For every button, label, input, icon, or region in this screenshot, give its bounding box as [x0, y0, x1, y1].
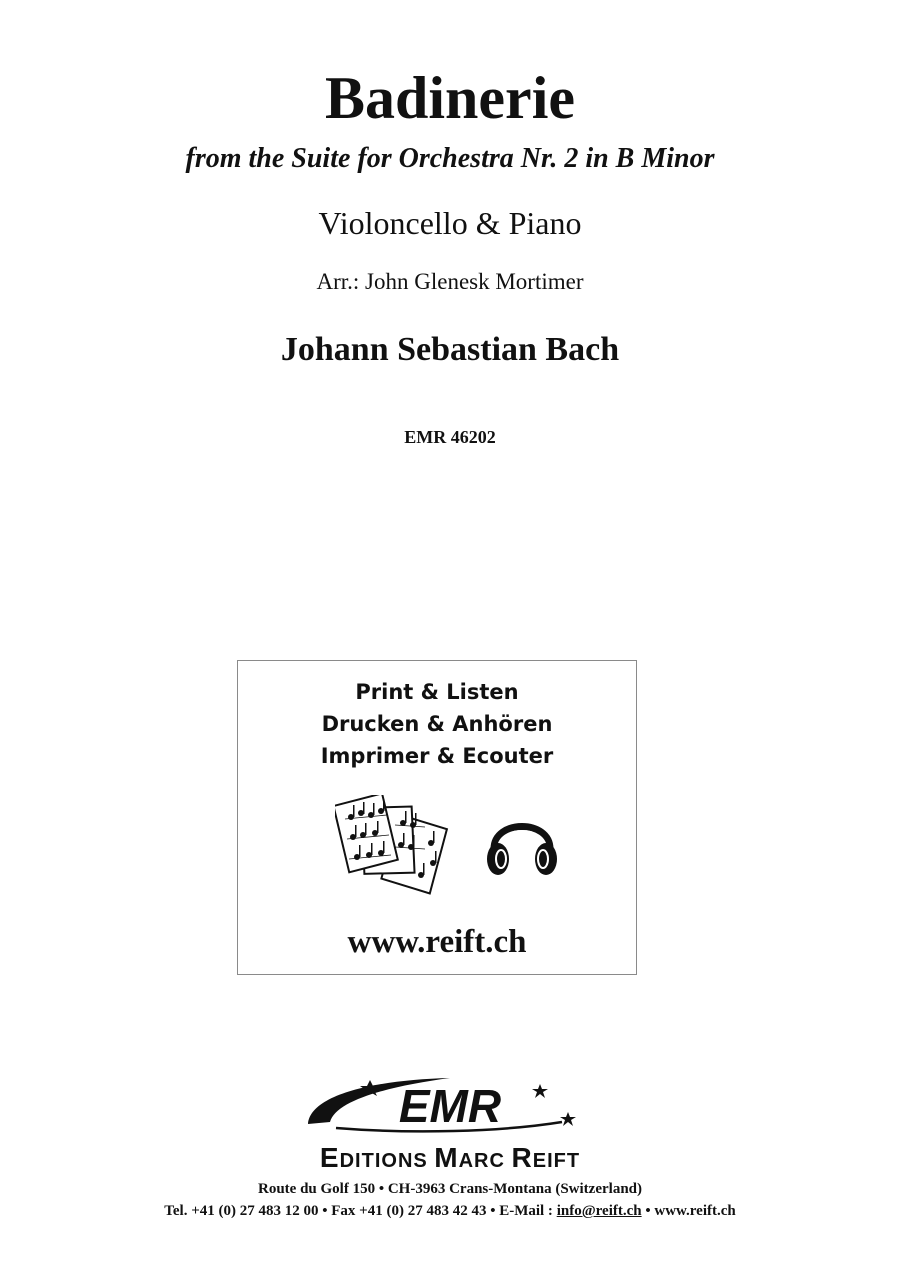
subtitle: from the Suite for Orchestra Nr. 2 in B Minor: [185, 143, 715, 174]
emr-logo: [300, 1072, 590, 1138]
publisher-name: [200, 1142, 700, 1172]
publisher-address: Route du Golf 150 • CH-3963 Crans-Montana (Switzerland): [258, 1181, 642, 1197]
emr-logo-text: EMR: [398, 1080, 502, 1132]
composer: Johann Sebastian Bach: [280, 331, 620, 368]
contact-prefix: Tel. +41 (0) 27 483 12 00 • Fax +41 (0) 27 483 42 43 • E-Mail :: [164, 1203, 557, 1219]
promo-url-link[interactable]: www.reift.ch: [347, 924, 527, 960]
email-link[interactable]: info@reift.ch: [556, 1203, 642, 1219]
publisher-contact: [0, 1202, 900, 1220]
arranger: Arr.: John Glenesk Mortimer: [316, 269, 584, 294]
promo-line-english: Print & Listen: [355, 680, 519, 704]
instrumentation: Violoncello & Piano: [318, 205, 582, 241]
title: Badinerie: [325, 65, 575, 131]
promo-line-french: Imprimer & Ecouter: [320, 744, 554, 768]
headphones-icon: [484, 805, 560, 881]
catalog-number: EMR 46202: [404, 427, 496, 447]
sheet-music-icon: [335, 795, 467, 895]
svg-text:EDITIONS MARC REIFT: EDITIONS MARC REIFT: [319, 1142, 581, 1172]
contact-suffix: • www.reift.ch: [641, 1203, 736, 1219]
print-listen-box: [237, 660, 637, 975]
promo-line-german: Drucken & Anhören: [321, 712, 553, 736]
